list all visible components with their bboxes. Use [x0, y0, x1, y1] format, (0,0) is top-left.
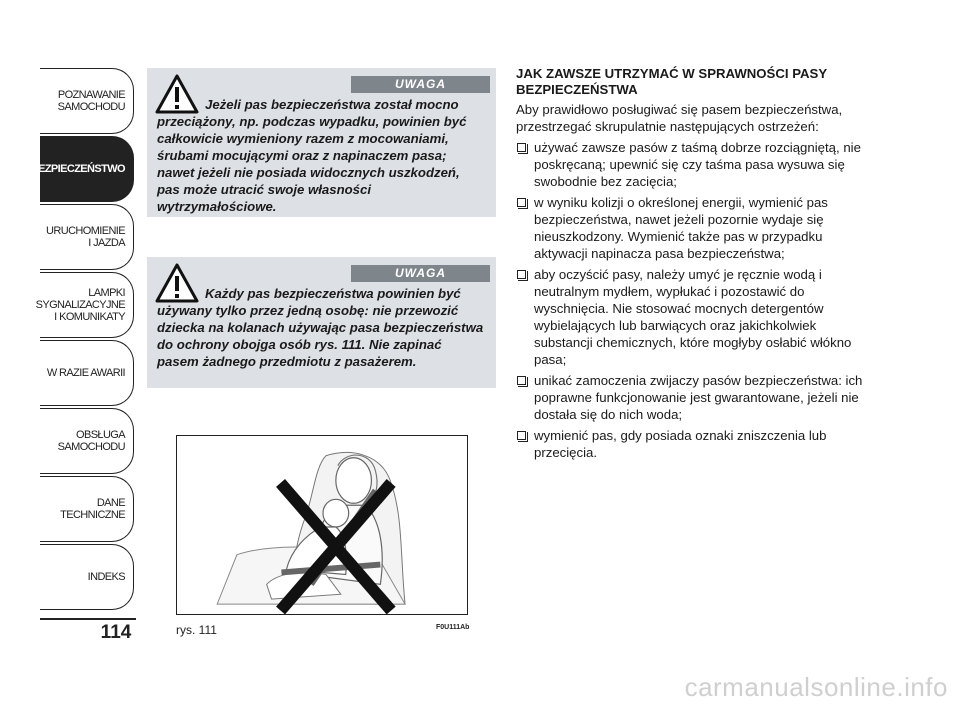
warning-box-2 [147, 257, 496, 388]
list-item [516, 372, 866, 423]
nav-tab-indeks[interactable]: INDEKS [40, 544, 134, 610]
checkbox-bullet-icon [517, 198, 526, 207]
figure-caption: rys. 111 [176, 623, 217, 637]
bullet-list [516, 139, 866, 461]
page-number-rule [40, 618, 136, 620]
warning-box-1 [147, 68, 496, 217]
warning-triangle-icon [155, 74, 199, 114]
nav-tab-awarie[interactable]: W RAZIE AWARII [40, 340, 134, 406]
section-title: JAK ZAWSZE UTRZYMAĆ W SPRAWNOŚCI PASY BEZPIECZEŃSTWA [516, 66, 827, 97]
seatbelt-child-illustration [177, 436, 467, 614]
warning-triangle-icon [155, 263, 199, 303]
warning-header: UWAGA [351, 76, 490, 93]
list-item-text: wymienić pas, gdy posiada oznaki zniszczenia lub przecięcia. [534, 428, 827, 460]
nav-tab-poznawanie[interactable]: POZNAWANIE SAMOCHODU [40, 68, 134, 134]
chapter-nav [30, 68, 134, 612]
page-number: 114 [100, 622, 132, 643]
list-item-text: w wyniku kolizji o określonej energii, wymienić pas bezpieczeństwa, nawet jeżeli pozornie wydaje się nieuszkodzony. Wymienić także pas w przypadku aktywacji napinacza pasa bezpieczeństwa; [534, 195, 828, 261]
checkbox-bullet-icon [517, 270, 526, 279]
maintenance-section [516, 66, 866, 465]
nav-tab-obsluga[interactable]: OBSŁUGA SAMOCHODU [40, 408, 134, 474]
list-item [516, 427, 866, 461]
nav-tab-lampki[interactable]: LAMPKI SYGNALIZACYJNE I KOMUNIKATY [40, 272, 134, 338]
list-item [516, 266, 866, 368]
checkbox-bullet-icon [517, 376, 526, 385]
list-item [516, 139, 866, 190]
warning-header: UWAGA [351, 265, 490, 282]
list-item-text: używać zawsze pasów z taśmą dobrze rozciągniętą, nie poskręcaną; upewnić się czy taśma pasa wysuwa się swobodnie bez zacięcia; [534, 140, 861, 189]
list-item-text: aby oczyścić pasy, należy umyć je ręcznie wodą i neutralnym mydłem, wypłukać i pozostawić do wyschnięcia. Nie stosować mocnych detergentów wybielających lub barwiących oraz jakichkolwiek substancji chemicznych, które mogłyby osłabić włókno pasa; [534, 267, 852, 367]
checkbox-bullet-icon [517, 431, 526, 440]
nav-tab-dane[interactable]: DANE TECHNICZNE [40, 476, 134, 542]
warning-text: Każdy pas bezpieczeństwa powinien być używany tylko przez jedną osobę: nie przewozić dziecka na kolanach używając pasa bezpieczeństwa do ochrony obojga osób rys. 111. Nie zapinać pasem żadnego przedmiotu z pasażerem. [157, 286, 484, 369]
nav-tab-uruchomienie[interactable]: URUCHOMIENIE I JAZDA [40, 204, 134, 270]
section-intro: Aby prawidłowo posługiwać się pasem bezpieczeństwa, przestrzegać skrupulatnie następujących ostrzeżeń: [516, 102, 843, 134]
list-item-text: unikać zamoczenia zwijaczy pasów bezpieczeństwa: ich poprawne funkcjonowanie jest gwarantowane, jeżeli nie dostała się do nich woda; [534, 373, 863, 422]
warning-text: Jeżeli pas bezpieczeństwa został mocno przeciążony, np. podczas wypadku, powinien być całkowicie wymieniony razem z mocowaniami, śrubami mocującymi oraz z napinaczem pasa; nawet jeżeli nie posiada widocznych uszkodzeń, pas może utracić swoje własności wytrzymałościowe. [157, 97, 467, 214]
watermark: carmanualsonline.info [684, 672, 948, 702]
figure-code: F0U111Ab [436, 624, 470, 631]
nav-tab-bezpieczenstwo[interactable]: BEZPIECZEŃSTWO [40, 136, 134, 202]
checkbox-bullet-icon [517, 143, 526, 152]
figure-illustration [176, 435, 468, 615]
list-item [516, 194, 866, 262]
